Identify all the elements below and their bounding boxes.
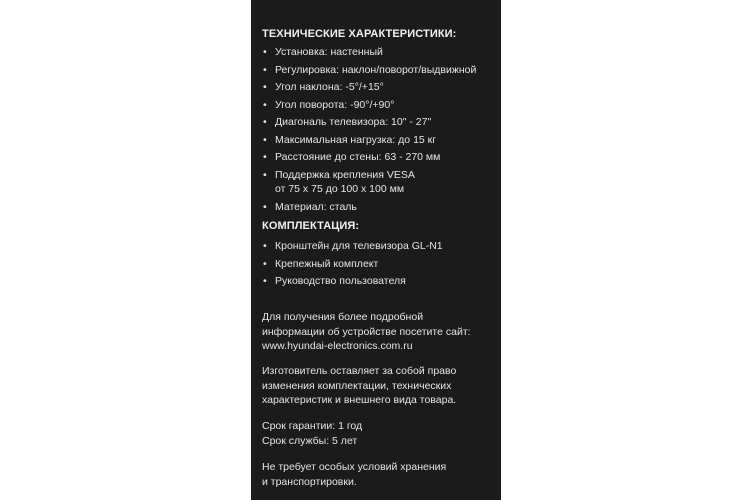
list-item: • Установка: настенный: [262, 45, 501, 60]
website-link: www.hyundai-electronics.com.ru: [262, 340, 413, 352]
list-item: • Крепежный комплект: [262, 257, 501, 272]
info-paragraph: Для получения более подробной информации об устройстве посетите сайт: www.hyundai-electronics.com.ru: [262, 310, 498, 354]
list-item: • Кронштейн для телевизора GL-N1: [262, 239, 501, 254]
list-item: • Материал: сталь: [262, 200, 501, 215]
service-life: Срок службы: 5 лет: [262, 434, 358, 447]
spec-panel: [251, 0, 501, 500]
list-item: • Руководство пользователя: [262, 274, 501, 289]
kit-heading: КОМПЛЕКТАЦИЯ:: [262, 220, 360, 232]
storage-paragraph: Не требует особых условий хранения и транспортировки.: [262, 461, 447, 488]
kit-list: [262, 239, 501, 292]
list-item: • Угол наклона: -5°/+15°: [262, 80, 501, 95]
list-item: • Регулировка: наклон/поворот/выдвижной: [262, 63, 501, 78]
specs-heading: ТЕХНИЧЕСКИЕ ХАРАКТЕРИСТИКИ:: [262, 28, 457, 40]
list-item: • Диагональ телевизора: 10" - 27": [262, 115, 501, 130]
list-item: • Поддержка крепления VESA от 75 х 75 до 100 х 100 мм: [262, 168, 501, 197]
list-item: • Угол поворота: -90°/+90°: [262, 98, 501, 113]
list-item: • Максимальная нагрузка: до 15 кг: [262, 133, 501, 148]
warranty-term: Срок гарантии: 1 год: [262, 420, 363, 432]
warranty-paragraph: [262, 419, 498, 448]
list-item: • Расстояние до стены: 63 - 270 мм: [262, 150, 501, 165]
specs-list: [262, 45, 501, 217]
disclaimer-paragraph: Изготовитель оставляет за собой право изменения комплектации, технических характеристик и внешнего вида товара.: [262, 365, 457, 406]
